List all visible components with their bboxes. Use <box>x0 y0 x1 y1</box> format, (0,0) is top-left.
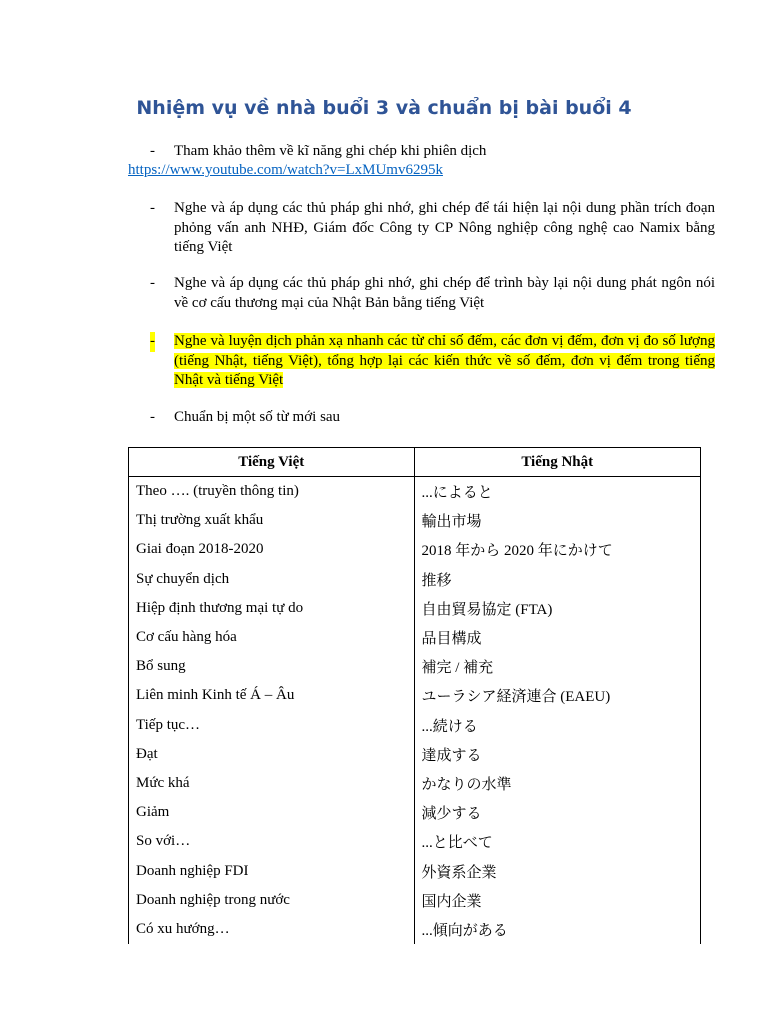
table-row <box>129 856 701 885</box>
cell-vietnamese: Hiệp định thương mại tự do <box>129 594 415 623</box>
bullet-dash: - <box>150 409 155 425</box>
cell-japanese: ...傾向がある <box>414 915 701 944</box>
bullet-text: Tham khảo thêm về kĩ năng ghi chép khi phiên dịch <box>174 143 487 159</box>
list-item <box>150 142 715 162</box>
vocabulary-table <box>128 447 701 944</box>
table-row <box>129 681 701 710</box>
table-row <box>129 711 701 740</box>
cell-vietnamese: Giảm <box>129 798 415 827</box>
cell-japanese: 達成する <box>414 740 701 769</box>
cell-vietnamese: Tiếp tục… <box>129 711 415 740</box>
cell-japanese: 国内企業 <box>414 886 701 915</box>
cell-japanese: 品目構成 <box>414 623 701 652</box>
cell-japanese: 自由貿易協定 (FTA) <box>414 594 701 623</box>
cell-vietnamese: Thị trường xuất khẩu <box>129 506 415 535</box>
cell-japanese: ...によると <box>414 477 701 507</box>
bullet-dash: - <box>150 200 155 216</box>
table-row <box>129 623 701 652</box>
cell-japanese: 補完 / 補充 <box>414 652 701 681</box>
table-row <box>129 798 701 827</box>
table-row <box>129 827 701 856</box>
bullet-text: Nghe và áp dụng các thủ pháp ghi nhớ, ghi chép để tái hiện lại nội dung phần trích đoạn phỏng vấn anh NHĐ, Giám đốc Công ty CP Nông nghiệp công nghệ cao Namix bằng tiếng Việt <box>174 200 715 255</box>
cell-japanese: 減少する <box>414 798 701 827</box>
cell-vietnamese: Có xu hướng… <box>129 915 415 944</box>
table-body <box>129 477 701 945</box>
cell-vietnamese: Theo …. (truyền thông tin) <box>129 477 415 507</box>
table-row <box>129 477 701 507</box>
cell-japanese: ...続ける <box>414 711 701 740</box>
list-item <box>150 408 715 428</box>
cell-vietnamese: Sự chuyển dịch <box>129 565 415 594</box>
list-item <box>150 274 715 313</box>
bullet-text: Nghe và áp dụng các thủ pháp ghi nhớ, ghi chép để trình bày lại nội dung phát ngôn nói về cơ cấu thương mại của Nhật Bản bằng tiếng Việt <box>174 275 715 311</box>
cell-japanese: 外資系企業 <box>414 856 701 885</box>
table-row <box>129 769 701 798</box>
table-row <box>129 740 701 769</box>
table-header-row <box>129 448 701 477</box>
page-title: Nhiệm vụ về nhà buổi 3 và chuẩn bị bài buổi 4 <box>136 97 632 119</box>
table-row <box>129 886 701 915</box>
table-row <box>129 565 701 594</box>
cell-vietnamese: So với… <box>129 827 415 856</box>
table-row <box>129 915 701 944</box>
table-row <box>129 652 701 681</box>
cell-japanese: かなりの水準 <box>414 769 701 798</box>
cell-vietnamese: Doanh nghiệp trong nước <box>129 886 415 915</box>
bullet-dash: - <box>150 332 155 352</box>
cell-japanese: ユーラシア経済連合 (EAEU) <box>414 681 701 710</box>
column-header-japanese: Tiếng Nhật <box>414 448 701 477</box>
bullet-dash: - <box>150 143 155 159</box>
cell-japanese: 輸出市場 <box>414 506 701 535</box>
cell-vietnamese: Doanh nghiệp FDI <box>129 856 415 885</box>
table-row <box>129 506 701 535</box>
list-item <box>150 199 715 258</box>
cell-vietnamese: Bổ sung <box>129 652 415 681</box>
column-header-vietnamese: Tiếng Việt <box>129 448 415 477</box>
bullet-text: Chuẩn bị một số từ mới sau <box>174 409 341 425</box>
bullet-dash: - <box>150 275 155 291</box>
cell-japanese: ...と比べて <box>414 827 701 856</box>
table-row <box>129 535 701 564</box>
cell-vietnamese: Giai đoạn 2018-2020 <box>129 535 415 564</box>
cell-vietnamese: Liên minh Kinh tế Á – Âu <box>129 681 415 710</box>
list-item-highlighted <box>150 332 715 391</box>
cell-japanese: 2018 年から 2020 年にかけて <box>414 535 701 564</box>
bullet-text-highlighted: Nghe và luyện dịch phản xạ nhanh các từ chỉ số đếm, các đơn vị đếm, đơn vị đo số lượng (tiếng Nhật, tiếng Việt), tổng hợp lại các kiến thức về số đếm, đơn vị đếm trong tiếng Nhật và tiếng Việt <box>174 333 715 388</box>
youtube-link[interactable]: https://www.youtube.com/watch?v=LxMUmv6295k <box>128 162 443 178</box>
cell-japanese: 推移 <box>414 565 701 594</box>
cell-vietnamese: Mức khá <box>129 769 415 798</box>
cell-vietnamese: Cơ cấu hàng hóa <box>129 623 415 652</box>
cell-vietnamese: Đạt <box>129 740 415 769</box>
table-row <box>129 594 701 623</box>
